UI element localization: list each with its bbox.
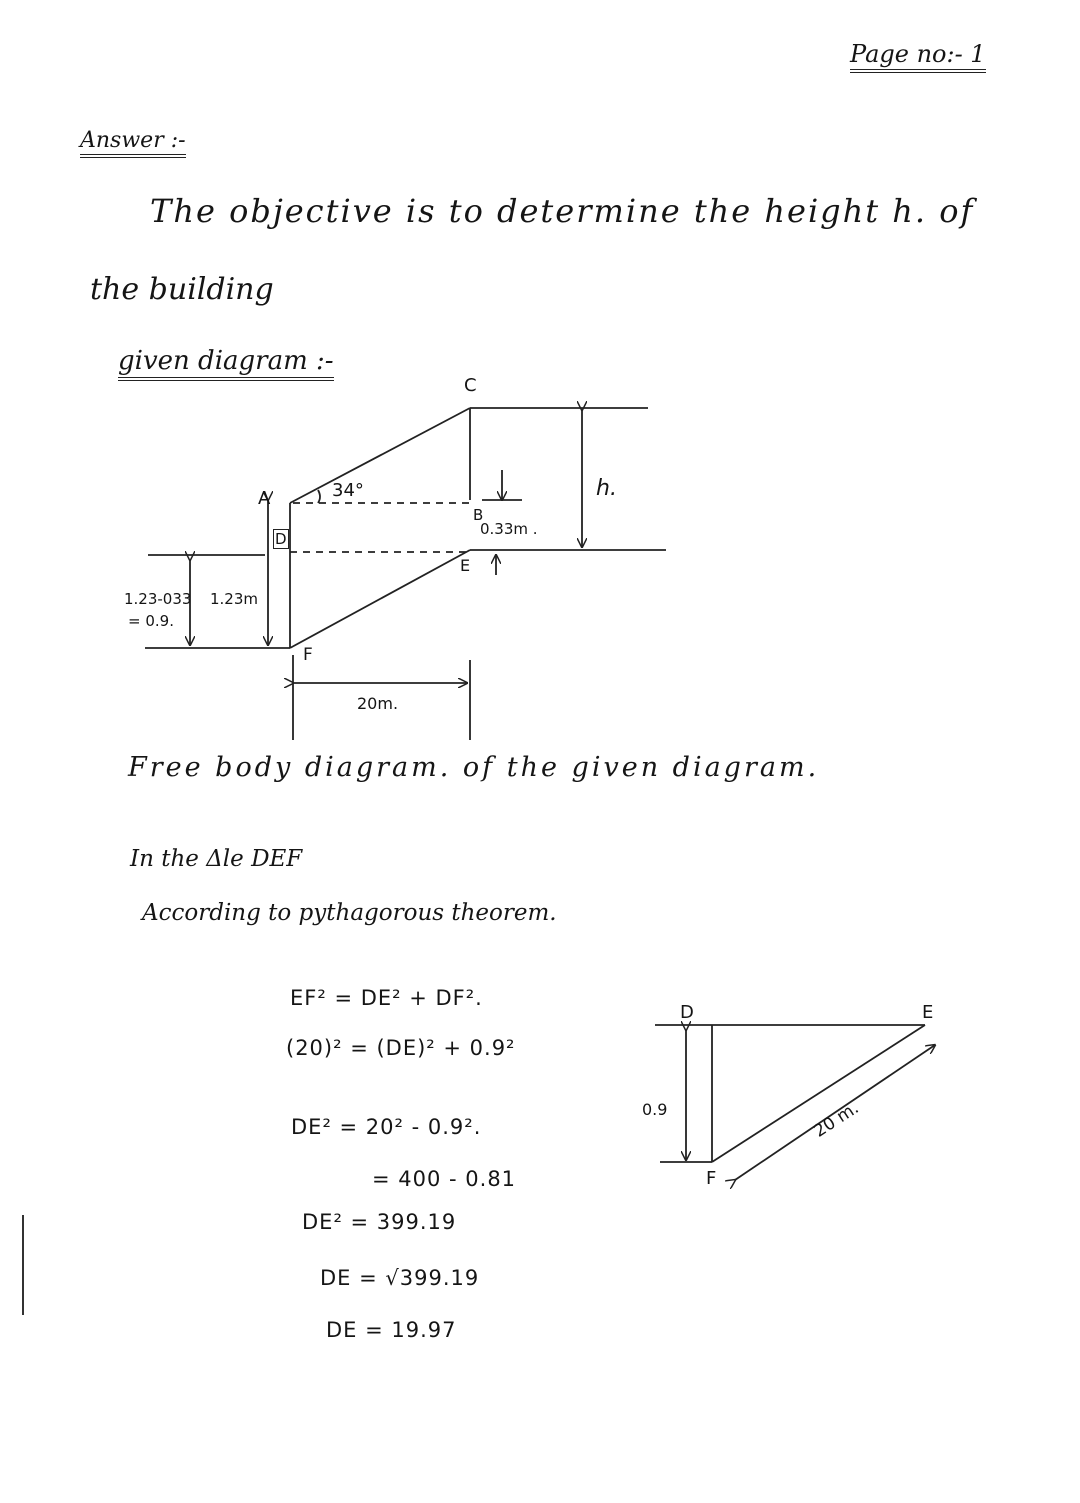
equation-1: EF² = DE² + DF². [290, 986, 483, 1010]
label-123: 1.23m [210, 590, 259, 608]
label-calc-1: 1.23-033 [124, 590, 192, 608]
label-e: E [460, 556, 471, 575]
label-c: C [464, 375, 477, 396]
theorem-line: According to pythagorous theorem. [142, 900, 557, 926]
slope-fe-line [290, 550, 470, 648]
label-f: F [303, 645, 313, 665]
objective-line-2: the building [90, 272, 274, 307]
label-20m: 20m. [357, 694, 399, 713]
label-angle: 34° [332, 480, 364, 501]
margin-mark [22, 1215, 24, 1315]
equation-4: = 400 - 0.81 [372, 1167, 517, 1191]
equation-6: DE = √399.19 [320, 1266, 480, 1290]
label-033: 0.33m . [480, 520, 538, 538]
tri-label-20m: 20 m. [810, 1098, 863, 1142]
equation-7: DE = 19.97 [326, 1318, 457, 1342]
tri-label-e: E [922, 1002, 934, 1023]
objective-line-1: The objective is to determine the height h. of [150, 192, 975, 230]
equation-3: DE² = 20² - 0.9². [291, 1115, 482, 1139]
label-d: D [275, 530, 287, 548]
equation-2: (20)² = (DE)² + 0.9² [286, 1036, 516, 1060]
tri-label-f: F [706, 1168, 717, 1189]
equation-5: DE² = 399.19 [302, 1210, 457, 1234]
slope-ac-line [290, 408, 470, 503]
label-h: h. [596, 476, 617, 501]
given-diagram-heading-text: given diagram :- [118, 346, 334, 381]
label-b: B [473, 506, 484, 524]
label-a: A [258, 488, 271, 509]
tri-label-d: D [680, 1002, 694, 1023]
tri-label-09: 0.9 [642, 1100, 668, 1119]
triangle-line: In the Δle DEF [130, 846, 303, 872]
tri-hyp-line [712, 1025, 925, 1162]
page-number-text: Page no:- 1 [850, 40, 986, 73]
label-calc-2: = 0.9. [128, 612, 174, 630]
angle-arc [318, 490, 320, 503]
free-body-caption: Free body diagram. of the given diagram. [128, 752, 820, 783]
answer-heading-text: Answer :- [80, 128, 186, 158]
